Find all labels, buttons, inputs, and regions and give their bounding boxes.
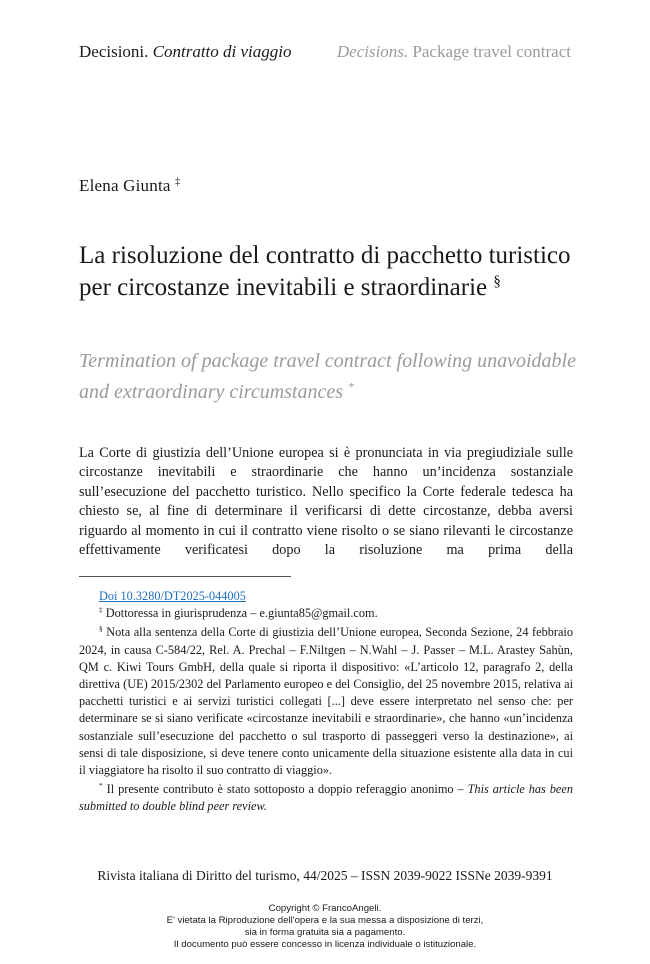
copyright-line-4: Il documento può essere concesso in licenza individuale o istituzionale. [173,939,477,950]
footnote-author [79,605,573,622]
author-name: Elena Giunta [79,176,171,195]
copyright-line-1: Copyright © FrancoAngeli. [268,903,382,914]
title-footnote-mark[interactable]: § [493,273,501,290]
doi-link[interactable]: Doi 10.3280/DT2025-044005 [99,589,246,603]
footnote-separator [79,576,291,577]
subtitle-text: Termination of package travel contract following unavoidable and extraordinary circumstances [79,350,576,403]
running-header-english [337,42,571,62]
header-section-en: Decisions. [336,42,409,61]
footnote-judgment [79,624,573,779]
footnote-review [79,781,573,815]
author-footnote-mark[interactable]: ‡ [175,176,181,188]
footnote-author-mark: ‡ [99,605,103,615]
author [79,176,180,196]
footnote-review-text: Il presente contributo è stato sottoposto a doppio referaggio anonimo – [106,782,464,797]
footnote-author-text: Dottoressa in giurisprudenza – e.giunta85@gmail.com. [105,606,378,621]
footnote-judgment-mark: § [99,624,103,634]
article-subtitle [79,346,579,408]
header-section: Decisioni. [79,42,149,61]
copyright-line-3: sia in forma gratuita sia a pagamento. [244,927,406,938]
footnote-review-english: This article has been submitted to double blind peer review. [79,782,574,814]
subtitle-footnote-mark[interactable]: * [348,379,355,394]
journal-footer: Rivista italiana di Diritto del turismo, 44/2025 – ISSN 2039-9022 ISSNe 2039-9391 [97,868,553,883]
article-title [79,240,579,304]
footnote-review-mark: * [99,781,103,791]
title-text: La risoluzione del contratto di pacchetto turistico per circostanze inevitabili e straordinarie [79,242,571,301]
footnotes [79,588,573,818]
copyright-line-2: E' vietata la Riproduzione dell'opera e la sua messa a disposizione di terzi, [166,915,484,926]
header-topic: Contratto di viaggio [152,42,292,61]
copyright-notice [0,903,650,951]
abstract-paragraph: La Corte di giustizia dell’Unione europea si è pronunciata in via pregiudiziale sulle circostanze inevitabili e straordinarie che hanno un’incidenza sostanziale sull’esecuzione del pacchetto turistico. Nello specifico la Corte federale tedesca ha chiesto se, al fine di determinare il verificarsi di dette circostanze, debba aversi riguardo al momento in cui il contratto viene risolto o se siano rilevanti le circostanze effettivamente verificatesi dopo la risoluzione ma prima della [79,445,573,559]
header-topic-en: Package travel contract [412,42,571,61]
footnote-judgment-text: Nota alla sentenza della Corte di giustizia dell’Unione europea, Seconda Sezione, 24 febbraio 2024, in causa C-584/22, Rel. A. Prechal – F.Niltgen – N.Wahl – J. Passer – M.L. Arastey Sahùn, QM c. Kiwi Tours GmbH, della quale si riporta il dispositivo: «L’articolo 12, paragrafo 2, della direttiva (UE) 2015/2302 del Parlamento europeo e del Consiglio, del 25 novembre 2015, relativa ai pacchetti turistici e ai servizi turistici collegati [...] deve essere interpretato nel senso che: per determinare se si siano verificate «circostanze inevitabili e straordinarie», che hanno «un’incidenza sostanziale sull’esecuzione del pacchetto o sul trasporto di passeggeri verso la destinazione», ai sensi di tale disposizione, si deve tenere conto unicamente della situazione esistente alla data in cui il viaggiatore ha risolto il suo contratto di viaggio». [79,625,573,778]
running-header-italian [79,42,292,62]
